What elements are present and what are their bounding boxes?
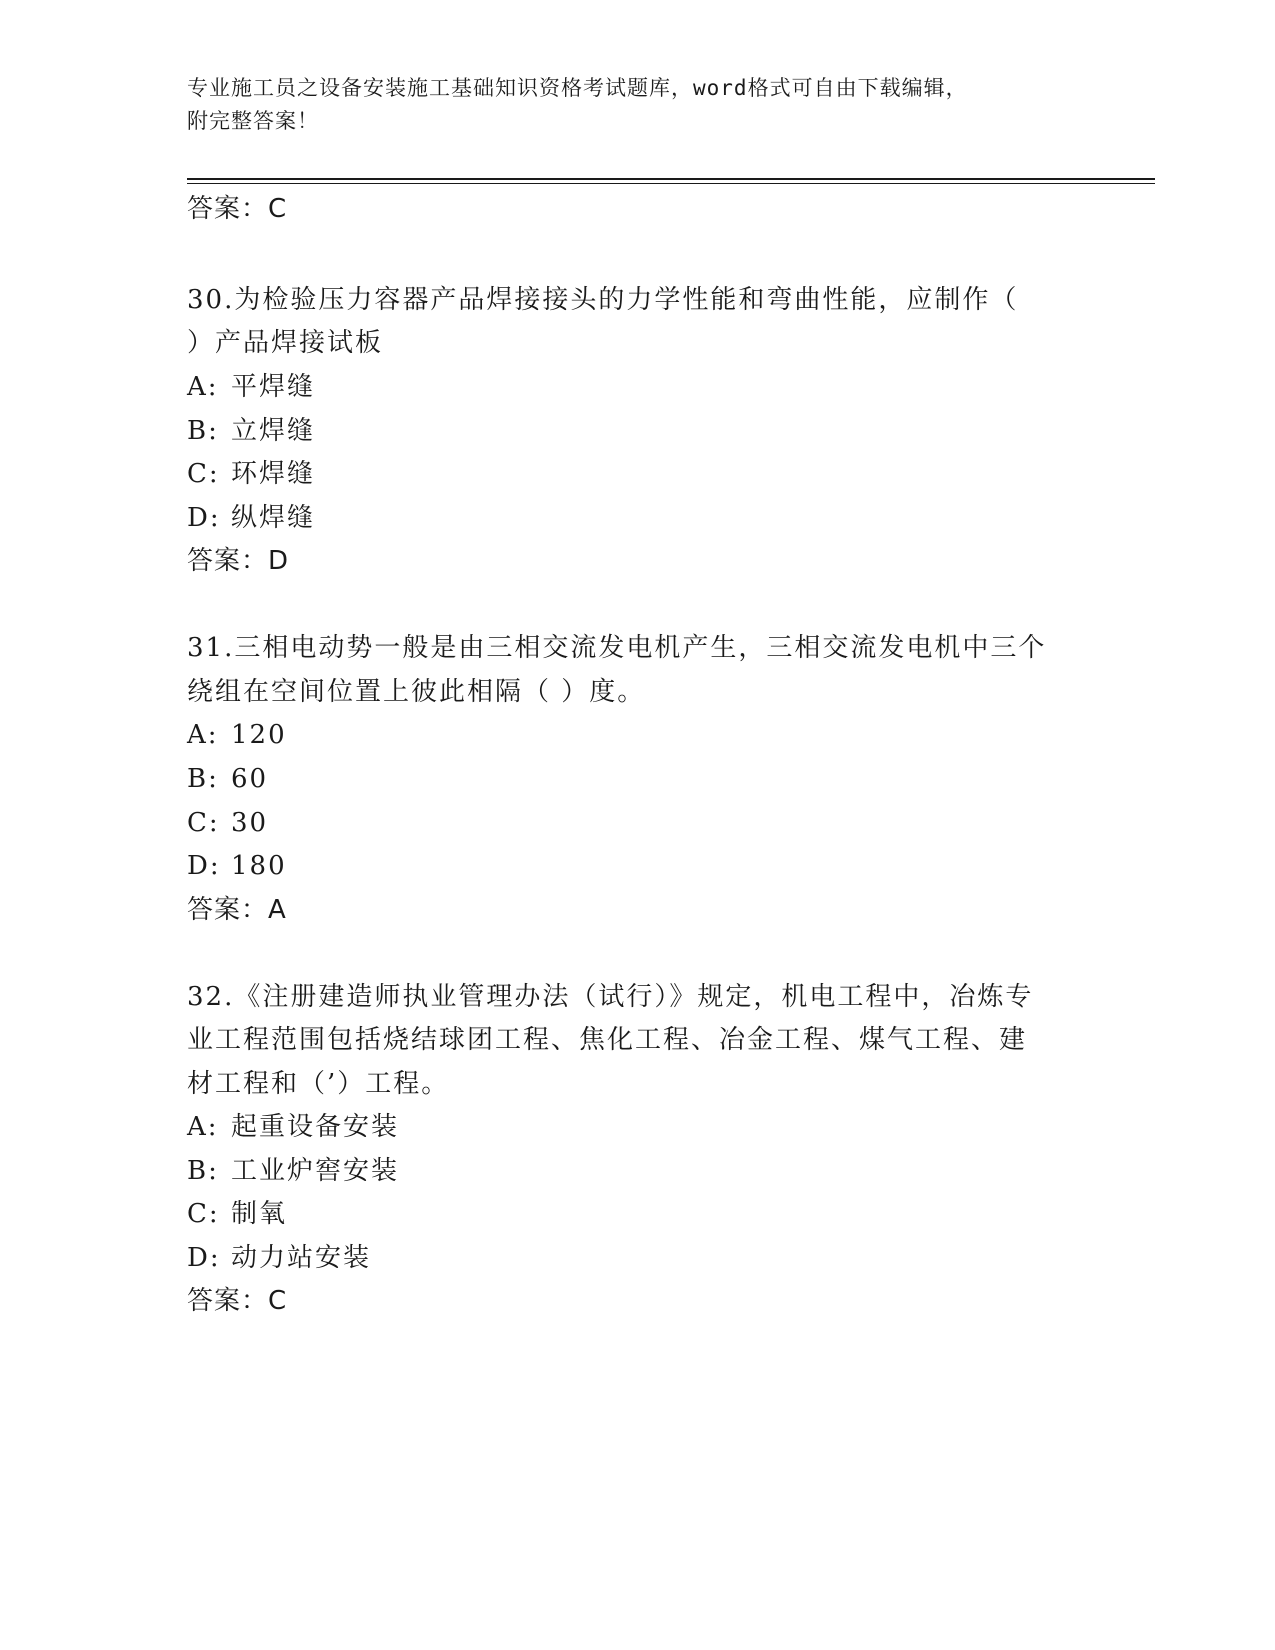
option-text: 纵焊缝 [231, 503, 316, 533]
header-line-2: 附完整答案！ [187, 109, 319, 133]
option-text: 立焊缝 [231, 416, 316, 446]
page-header [187, 72, 1087, 138]
header-line-1: 专业施工员之设备安装施工基础知识资格考试题库，word格式可自由下载编辑， [187, 76, 968, 100]
option-text: 工业炉窖安装 [231, 1156, 400, 1186]
option-text: 平焊缝 [231, 372, 316, 402]
question-31-line-1: 31.三相电动势一般是由三相交流发电机产生，三相交流发电机中三个 [187, 633, 1047, 663]
question-32-option-c [187, 1196, 287, 1232]
question-32-line-1: 32.《注册建造师执业管理办法（试行）》规定，机电工程中，冶炼专 [187, 982, 1034, 1012]
option-letter: A: [187, 720, 219, 750]
question-31-option-a [187, 717, 287, 753]
option-text: 180 [231, 851, 287, 881]
option-text: 30 [231, 808, 269, 838]
question-32-line-2: 业工程范围包括烧结球团工程、焦化工程、冶金工程、煤气工程、建 [187, 1025, 1028, 1055]
previous-answer: 答案：C [187, 194, 288, 224]
question-30-option-c [187, 456, 315, 492]
question-32-answer: 答案：C [187, 1286, 288, 1316]
question-30-option-a [187, 369, 315, 405]
question-30-option-d [187, 500, 315, 536]
question-31-line-2: 绕组在空间位置上彼此相隔（ ）度。 [187, 677, 646, 707]
question-31-option-b [187, 761, 268, 797]
option-text: 起重设备安装 [231, 1112, 400, 1142]
option-text: 60 [231, 764, 269, 794]
question-30-option-b [187, 413, 315, 449]
option-letter: C: [187, 1199, 220, 1229]
option-letter: C: [187, 808, 220, 838]
option-text: 动力站安装 [231, 1243, 372, 1273]
question-30-line-1: 30.为检验压力容器产品焊接接头的力学性能和弯曲性能，应制作（ [187, 285, 1019, 315]
header-divider-thin [187, 183, 1155, 184]
option-letter: B: [187, 764, 219, 794]
option-text: 环焊缝 [231, 459, 316, 489]
question-32-option-b [187, 1153, 399, 1189]
option-text: 120 [231, 720, 287, 750]
option-letter: B: [187, 1156, 219, 1186]
question-31-option-c [187, 805, 268, 841]
question-32-line-3: 材工程和（’）工程。 [187, 1069, 450, 1099]
question-32-option-d [187, 1240, 371, 1276]
option-letter: B: [187, 416, 219, 446]
option-letter: A: [187, 1112, 219, 1142]
question-31-answer: 答案：A [187, 895, 287, 925]
question-30-answer: 答案：D [187, 546, 290, 576]
option-text: 制氧 [231, 1199, 288, 1229]
option-letter: A: [187, 372, 219, 402]
option-letter: D: [187, 1243, 221, 1273]
option-letter: D: [187, 851, 221, 881]
question-30-line-2: ）产品焊接试板 [187, 328, 384, 358]
option-letter: D: [187, 503, 221, 533]
option-letter: C: [187, 459, 220, 489]
question-32-option-a [187, 1109, 399, 1145]
question-31-option-d [187, 848, 287, 884]
header-divider-thick [187, 178, 1155, 180]
